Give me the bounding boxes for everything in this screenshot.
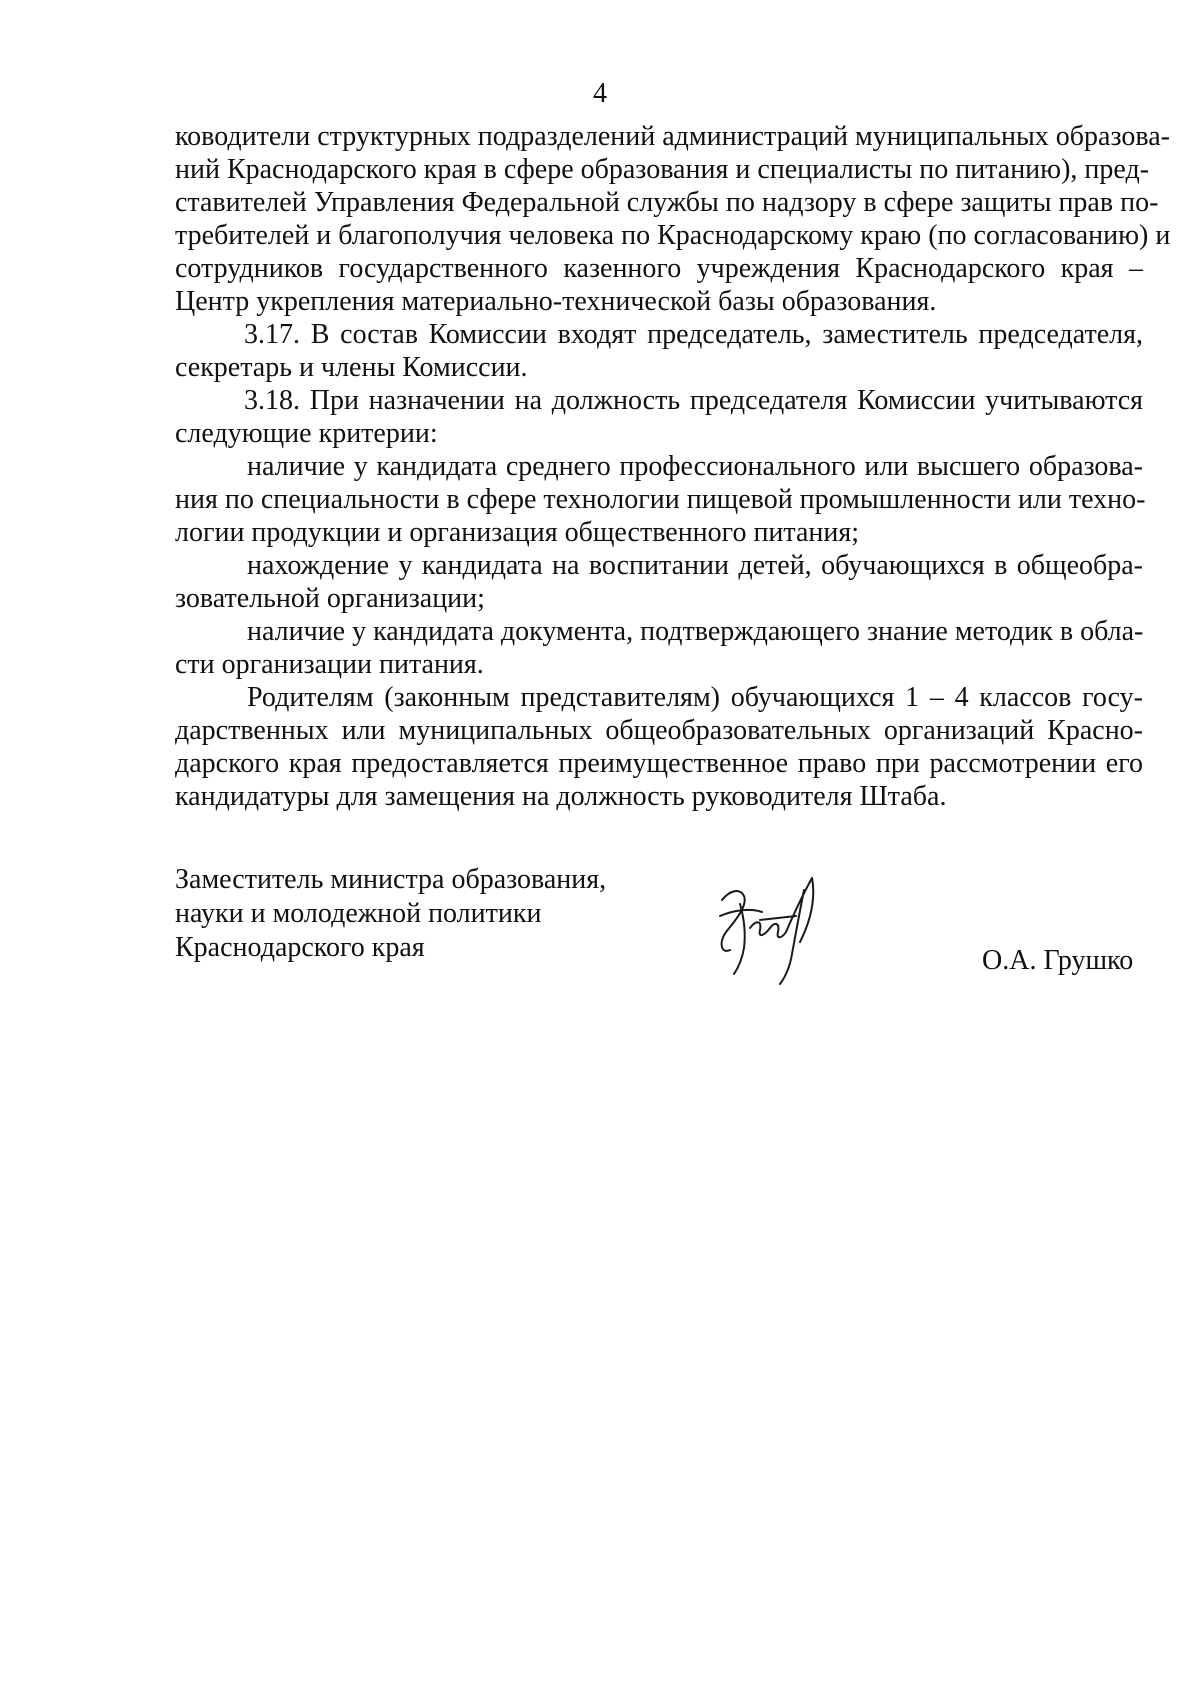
body-line: требителей и благополучия человека по Краснодарскому краю (по согласованию) и — [175, 220, 1171, 251]
body-line: сотрудников государственного казенного учреждения Краснодарского края – — [175, 253, 1143, 284]
body-line: ний Краснодарского края в сфере образования и специалисты по питанию), пред- — [175, 154, 1150, 185]
signer-name: О.А. Грушко — [982, 945, 1134, 976]
criterion-line: наличие у кандидата документа, подтверждающего знание методик в обла- — [247, 616, 1144, 647]
paragraph-line: дарского края предоставляется преимущественное право при рассмотрении его — [175, 748, 1143, 779]
paragraph-line: дарственных или муниципальных общеобразовательных организаций Красно- — [175, 715, 1143, 746]
clause-3-18-line: 3.18. При назначении на должность председателя Комиссии учитываются — [244, 385, 1143, 416]
criterion-line: логии продукции и организация общественного питания; — [175, 517, 860, 548]
position-line: Заместитель министра образования, — [175, 864, 607, 895]
position-line: Краснодарского края — [175, 932, 425, 963]
body-line: ставителей Управления Федеральной службы по надзору в сфере защиты прав по- — [175, 187, 1159, 218]
handwritten-signature-icon — [700, 870, 840, 990]
criterion-line: зовательной организации; — [175, 583, 485, 614]
paragraph-line: Родителям (законным представителям) обучающихся 1 – 4 классов госу- — [247, 682, 1143, 713]
position-line: науки и молодежной политики — [175, 898, 542, 929]
criterion-line: нахождение у кандидата на воспитании детей, обучающихся в общеобра- — [247, 550, 1143, 581]
document-body — [175, 120, 1171, 813]
criterion-line: ния по специальности в сфере технологии пищевой промышленности или техно- — [175, 484, 1146, 515]
paragraph-line: кандидатуры для замещения на должность руководителя Штаба. — [175, 781, 947, 812]
criterion-line: наличие у кандидата среднего профессионального или высшего образова- — [247, 451, 1143, 482]
body-line: Центр укрепления материально-технической базы образования. — [175, 286, 937, 317]
body-line: ководители структурных подразделений администраций муниципальных образова- — [175, 121, 1170, 152]
signatory-position — [175, 863, 606, 965]
clause-3-17-line: 3.17. В состав Комиссии входят председатель, заместитель председателя, — [244, 319, 1143, 350]
criterion-line: сти организации питания. — [175, 649, 484, 680]
clause-3-18-line: следующие критерии: — [175, 418, 438, 449]
clause-3-17-line: секретарь и члены Комиссии. — [175, 352, 528, 383]
page-number: 4 — [593, 78, 607, 109]
